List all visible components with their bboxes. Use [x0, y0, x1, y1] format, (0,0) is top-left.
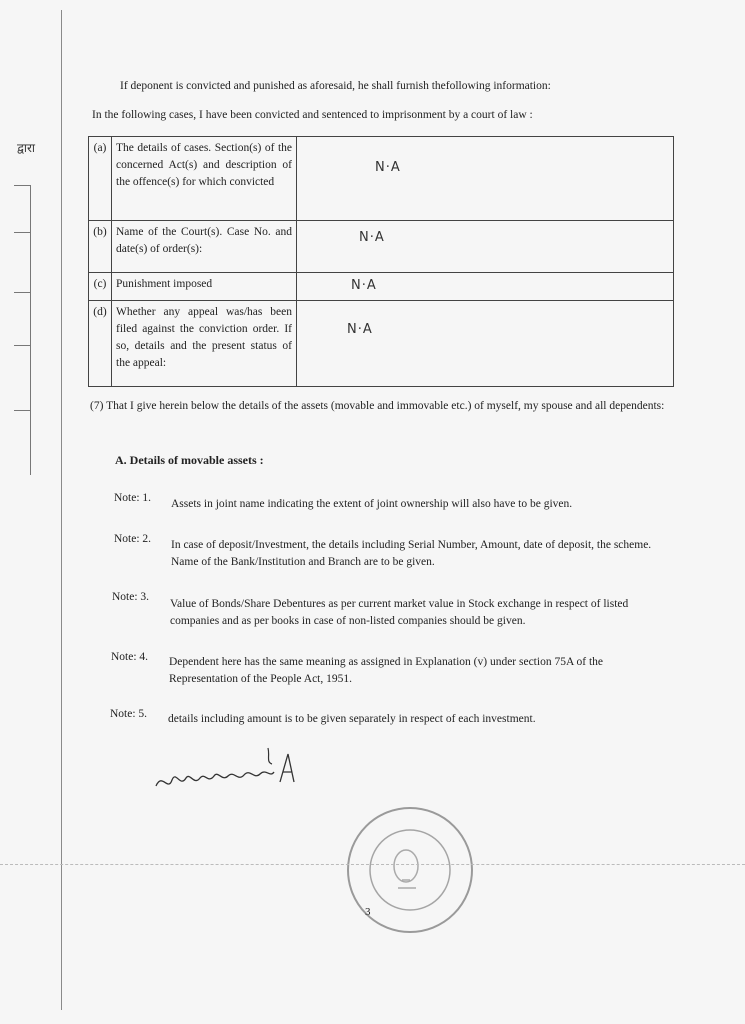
margin-tick [14, 410, 30, 411]
note-label: Note: 3. [112, 591, 150, 603]
intro-line-1: If deponent is convicted and punished as aforesaid, he shall furnish thefollowing information: [120, 80, 551, 92]
note-text: In case of deposit/Investment, the details including Serial Number, Amount, date of deposit, the scheme. Name of the Bank/Institution and Branch are to be given. [171, 539, 652, 568]
row-value-cell [297, 221, 674, 273]
row-label: (d) [89, 301, 112, 387]
page-number: 3 [365, 906, 371, 918]
handwritten-value: N·A [375, 160, 401, 175]
left-margin-rule [30, 185, 31, 475]
margin-line [61, 10, 62, 1010]
note-text: Dependent here has the same meaning as assigned in Explanation (v) under section 75A of the Representation of the People Act, 1951. [169, 656, 603, 685]
row-value-cell [297, 301, 674, 387]
row-description: Punishment imposed [112, 273, 297, 301]
table-row [89, 301, 674, 387]
note-text: details including amount is to be given separately in respect of each investment. [168, 713, 536, 725]
notary-seal [340, 800, 480, 945]
margin-tick [14, 345, 30, 346]
note-label: Note: 4. [111, 651, 149, 663]
table-row [89, 221, 674, 273]
row-label: (c) [89, 273, 112, 301]
table-row [89, 137, 674, 221]
margin-tick [14, 292, 30, 293]
handwritten-value: N·A [347, 322, 373, 337]
row-value-cell [297, 273, 674, 301]
row-value-cell [297, 137, 674, 221]
conviction-table [88, 136, 674, 387]
note-label: Note: 5. [110, 708, 148, 720]
movable-assets-heading: A. Details of movable assets : [115, 453, 264, 467]
row-description: Name of the Court(s). Case No. and date(s) of order(s): [112, 221, 297, 273]
signature [150, 742, 310, 807]
intro-line-2: In the following cases, I have been convicted and sentenced to imprisonment by a court of law : [92, 109, 533, 121]
row-label: (b) [89, 221, 112, 273]
table-row [89, 273, 674, 301]
row-description: Whether any appeal was/has been filed against the conviction order. If so, details and the present status of the appeal: [112, 301, 297, 387]
note-label: Note: 2. [114, 533, 152, 545]
handwritten-value: N·A [351, 278, 377, 293]
side-hindi-text: द्वारा [17, 141, 36, 155]
note-text: Value of Bonds/Share Debentures as per current market value in Stock exchange in respect of listed companies and as per books in case of non-listed companies should be given. [170, 598, 629, 627]
assets-paragraph: (7) That I give herein below the details of the assets (movable and immovable etc.) of myself, my spouse and all dependents: [90, 400, 665, 412]
note-label: Note: 1. [114, 492, 152, 504]
scan-fold-line [0, 864, 745, 865]
margin-tick [14, 185, 30, 186]
margin-tick [14, 232, 30, 233]
note-text: Assets in joint name indicating the extent of joint ownership will also have to be given. [171, 498, 573, 510]
row-description: The details of cases. Section(s) of the concerned Act(s) and description of the offence(s) for which convicted [112, 137, 297, 221]
row-label: (a) [89, 137, 112, 221]
handwritten-value: N·A [359, 230, 385, 245]
